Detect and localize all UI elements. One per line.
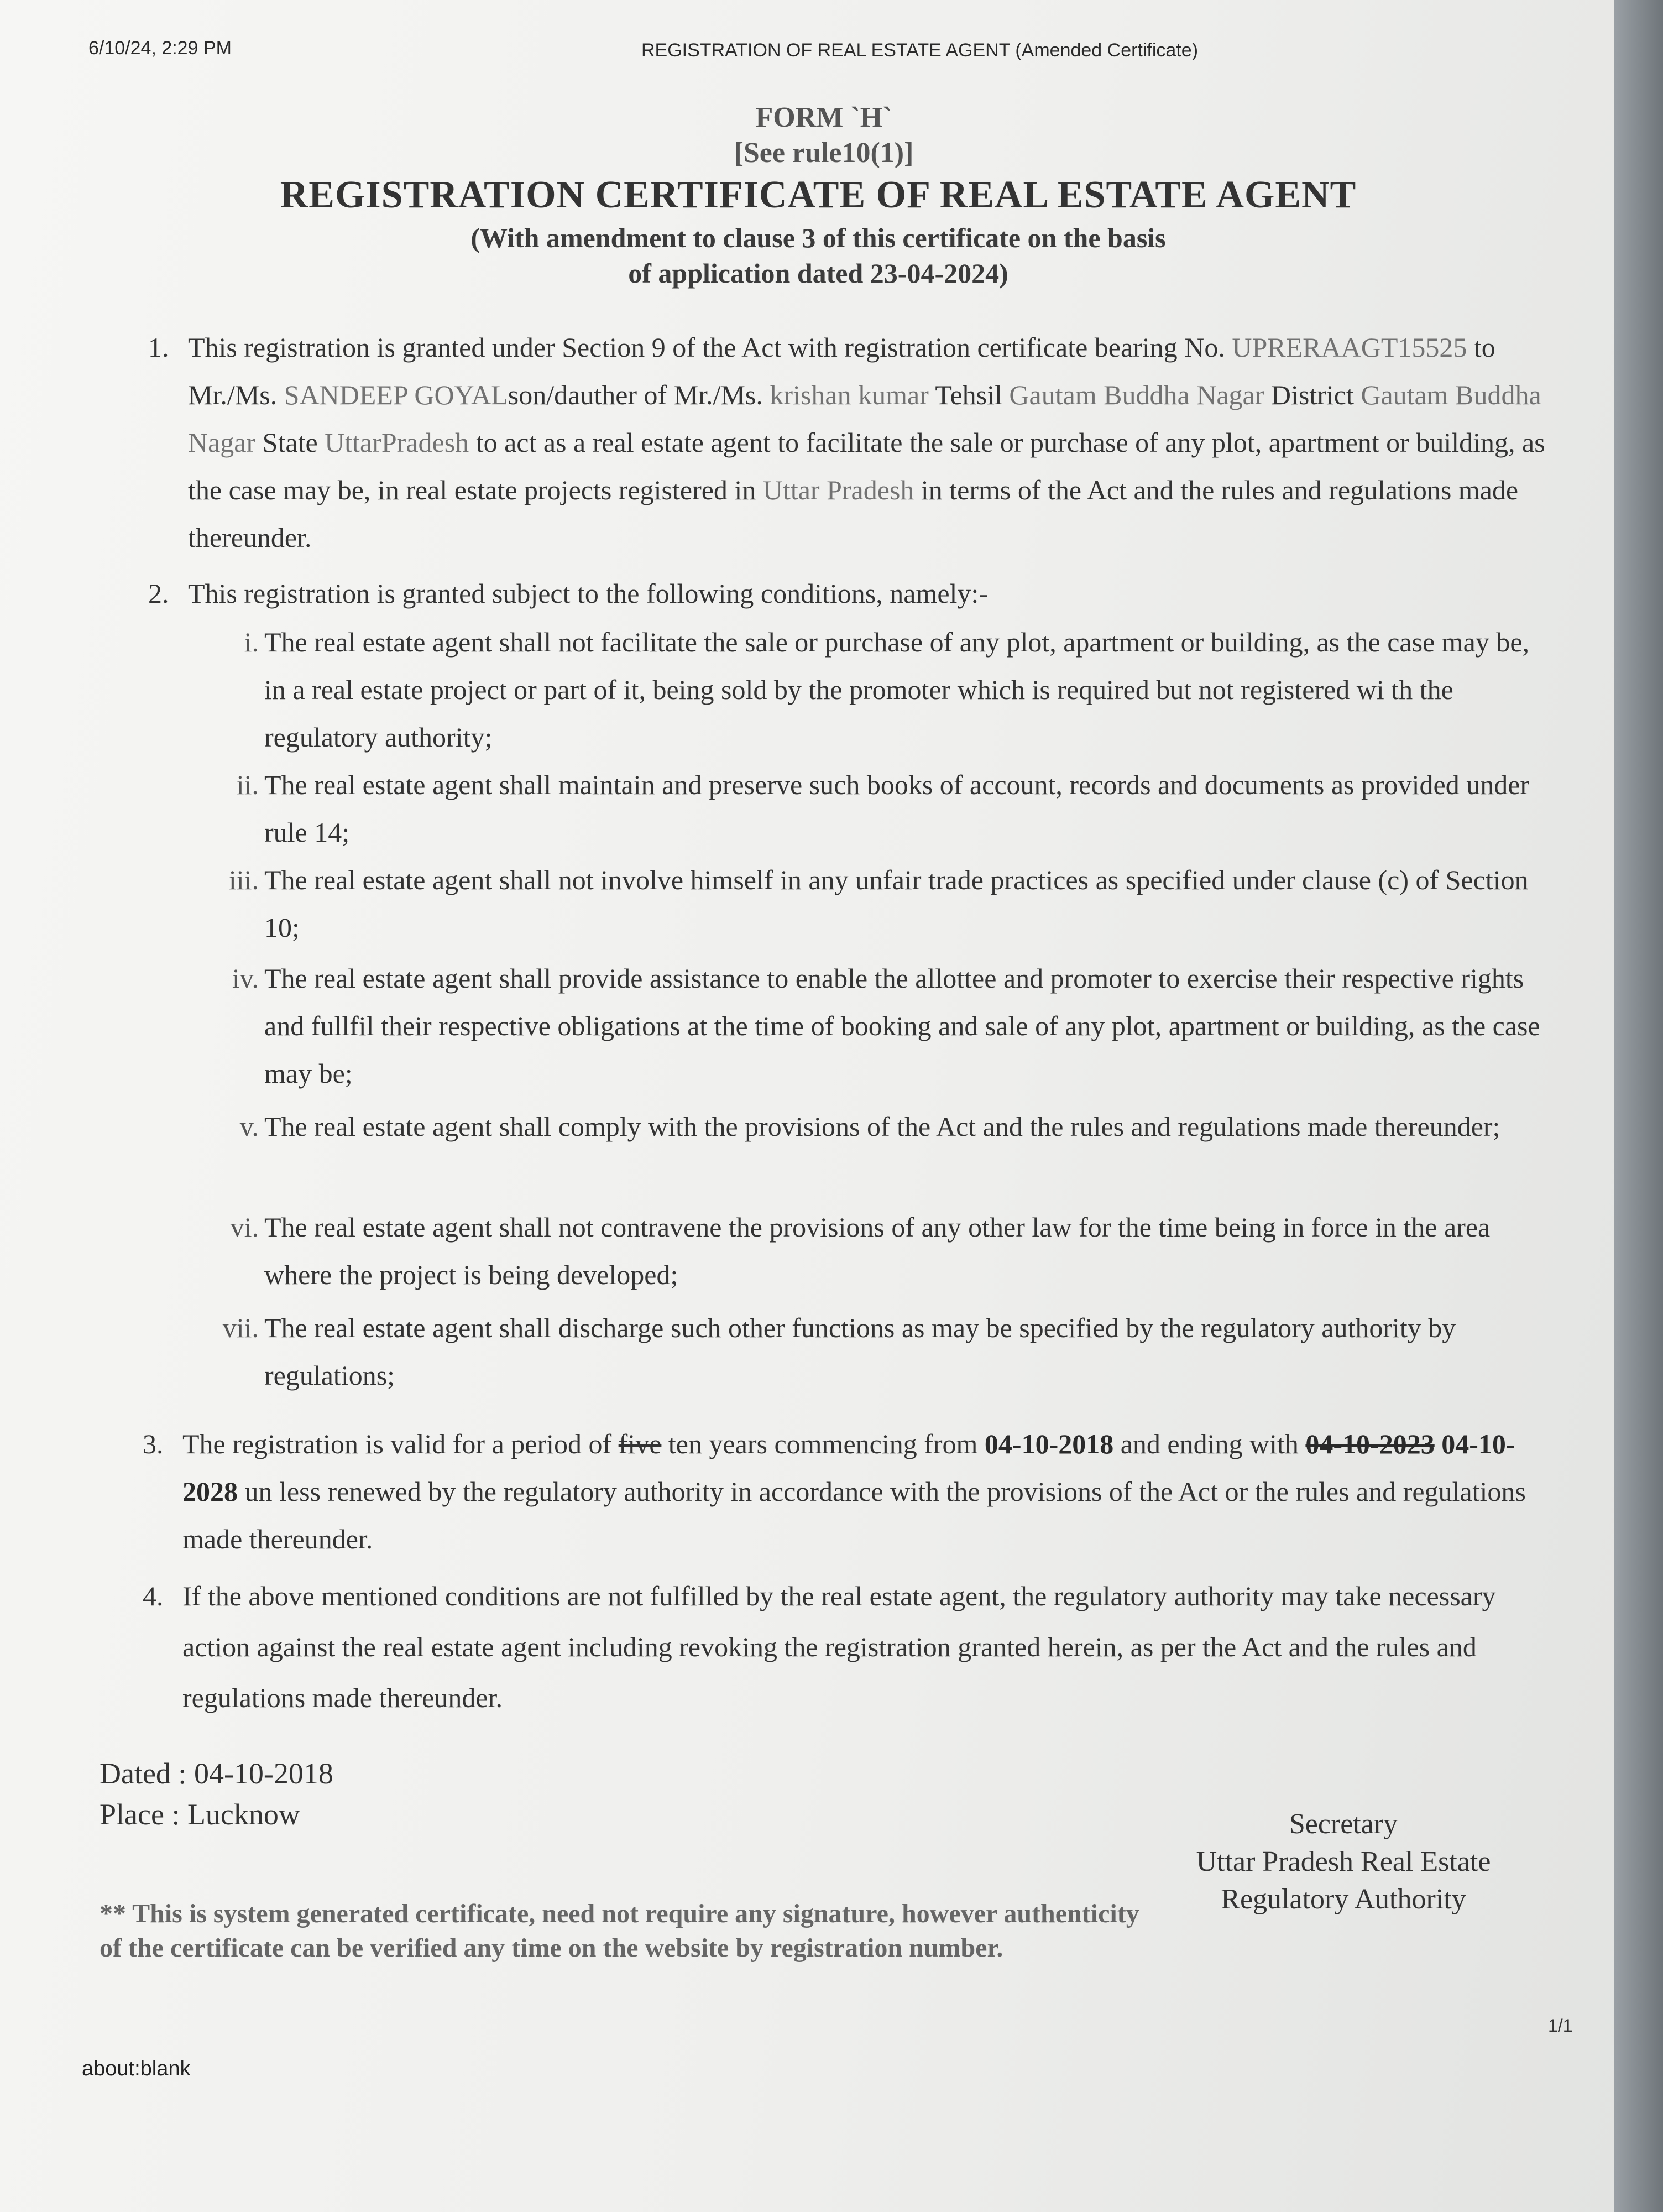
system-generated-note: ** This is system generated certificate, need not require any signature, however authenticity of the certificate can be verified any time on the website by registration number. <box>100 1899 1139 1963</box>
clause-3 <box>143 1420 1547 1563</box>
print-page-title: REGISTRATION OF REAL ESTATE AGENT (Amended Certificate) <box>641 40 1199 61</box>
condition-item <box>148 618 1541 761</box>
condition-item <box>148 1203 1541 1304</box>
signatory-line: Regulatory Authority <box>1221 1884 1466 1915</box>
condition-text: The real estate agent shall not involve himself in any unfair trade practices as specified under clause (c) of Section 10; <box>264 864 1529 943</box>
condition-number: ii. <box>236 769 259 800</box>
condition-text: The real estate agent shall comply with the provisions of the Act and the rules and regulations made thereunder; <box>264 1111 1500 1142</box>
condition-text: The real estate agent shall discharge such other functions as may be specified by the regulatory authority by regulations; <box>264 1312 1456 1391</box>
condition-text: The real estate agent shall provide assistance to enable the allottee and promoter to exercise their respective rights and fullfil their respective obligations at the time of booking and sale of any plot, apartment or building, as the case may be; <box>264 963 1540 1089</box>
clause-number: 1. <box>148 332 169 363</box>
clause-number: 3. <box>143 1428 164 1459</box>
form-label: FORM `H` <box>755 102 892 133</box>
struck-old-end-date: 04-10-2023 <box>1305 1428 1435 1459</box>
new-end-date: 04-10-2028 <box>182 1428 1515 1507</box>
clause-text: State <box>255 427 325 458</box>
struck-old-period: five <box>618 1428 662 1459</box>
clause-text: in terms of the Act and the rules and regulations made thereunder. <box>188 474 1519 553</box>
clause-2 <box>148 570 1552 617</box>
print-url: about:blank <box>82 2057 191 2080</box>
condition-number: vii. <box>222 1312 259 1343</box>
dated: Dated : 04-10-2018 <box>100 1757 333 1790</box>
signatory <box>1150 1806 1537 1918</box>
issue-details <box>100 1753 333 1835</box>
condition-item <box>148 761 1541 856</box>
clause-text: This registration is granted under Section 9 of the Act with registration certificate bearing No. <box>188 332 1225 363</box>
clause-number: 2. <box>148 578 169 609</box>
condition-item <box>148 954 1541 1103</box>
district: Gautam Buddha Nagar <box>188 379 1541 458</box>
condition-number: i. <box>244 627 259 658</box>
condition-number: iv. <box>232 963 259 994</box>
clause-4 <box>143 1571 1558 1723</box>
certificate-title: REGISTRATION CERTIFICATE OF REAL ESTATE AGENT <box>280 174 1357 216</box>
clause-text: ten years commencing from <box>661 1428 985 1459</box>
background-surface <box>1614 0 1663 2212</box>
conditions-list <box>148 618 1541 1399</box>
condition-number: iii. <box>228 864 259 895</box>
print-datetime: 6/10/24, 2:29 PM <box>88 38 232 59</box>
clause-number: 4. <box>143 1580 164 1611</box>
project-state: Uttar Pradesh <box>762 474 914 505</box>
place: Place : Lucknow <box>100 1798 300 1831</box>
clause-text: The registration is valid for a period of <box>182 1428 619 1459</box>
condition-item <box>148 1304 1541 1399</box>
page-number: 1/1 <box>1548 2016 1573 2036</box>
condition-item <box>148 856 1541 954</box>
tehsil: Gautam Buddha Nagar <box>1009 379 1264 410</box>
clause-intro: This registration is granted subject to the following conditions, namely:- <box>188 578 988 609</box>
signatory-line: Secretary <box>1289 1808 1398 1840</box>
amendment-note-line1: (With amendment to clause 3 of this certificate on the basis <box>470 222 1166 253</box>
parent-name: krishan kumar <box>770 379 929 410</box>
condition-text: The real estate agent shall not contravene the provisions of any other law for the time being in force in the area where the project is being developed; <box>264 1212 1491 1290</box>
condition-text: The real estate agent shall maintain and preserve such books of account, records and documents as provided under rule 14; <box>264 769 1530 848</box>
clause-text: and ending with <box>1113 1428 1306 1459</box>
registration-number: UPRERAAGT15525 <box>1232 332 1467 363</box>
certificate-heading <box>0 100 1614 291</box>
clause-text: District <box>1264 379 1361 410</box>
clause-text: Tehsil <box>928 379 1010 410</box>
condition-number: vi. <box>230 1212 259 1243</box>
signatory-line: Uttar Pradesh Real Estate <box>1196 1846 1491 1877</box>
clause-text: to Mr./Ms. <box>188 332 1495 410</box>
clause-1 <box>148 324 1552 561</box>
amendment-note-line2: of application dated 23-04-2024) <box>628 258 1008 289</box>
condition-item <box>148 1103 1541 1203</box>
start-date: 04-10-2018 <box>984 1428 1114 1459</box>
clause-text: un less renewed by the regulatory authority in accordance with the provisions of the Act or the rules and regulations made thereunder. <box>182 1476 1526 1554</box>
clause-text: to act as a real estate agent to facilitate the sale or purchase of any plot, apartment or building, as the case may be, in real estate projects registered in <box>188 427 1545 505</box>
clause-text: If the above mentioned conditions are not fulfilled by the real estate agent, the regulatory authority may take necessary action against the real estate agent including revoking the registration granted herein, as per the Act and the rules and regulations made thereunder. <box>182 1580 1496 1713</box>
rule-reference: [See rule10(1)] <box>734 137 914 169</box>
clause-text: son/dauther of Mr./Ms. <box>508 379 770 410</box>
state: UttarPradesh <box>325 427 469 458</box>
condition-text: The real estate agent shall not facilitate the sale or purchase of any plot, apartment or building, as the case may be, in a real estate project or part of it, being sold by the promoter which is required but not registered wi th the regulatory authority; <box>264 627 1530 753</box>
condition-number: v. <box>239 1111 259 1142</box>
agent-name: SANDEEP GOYAL <box>284 379 508 410</box>
